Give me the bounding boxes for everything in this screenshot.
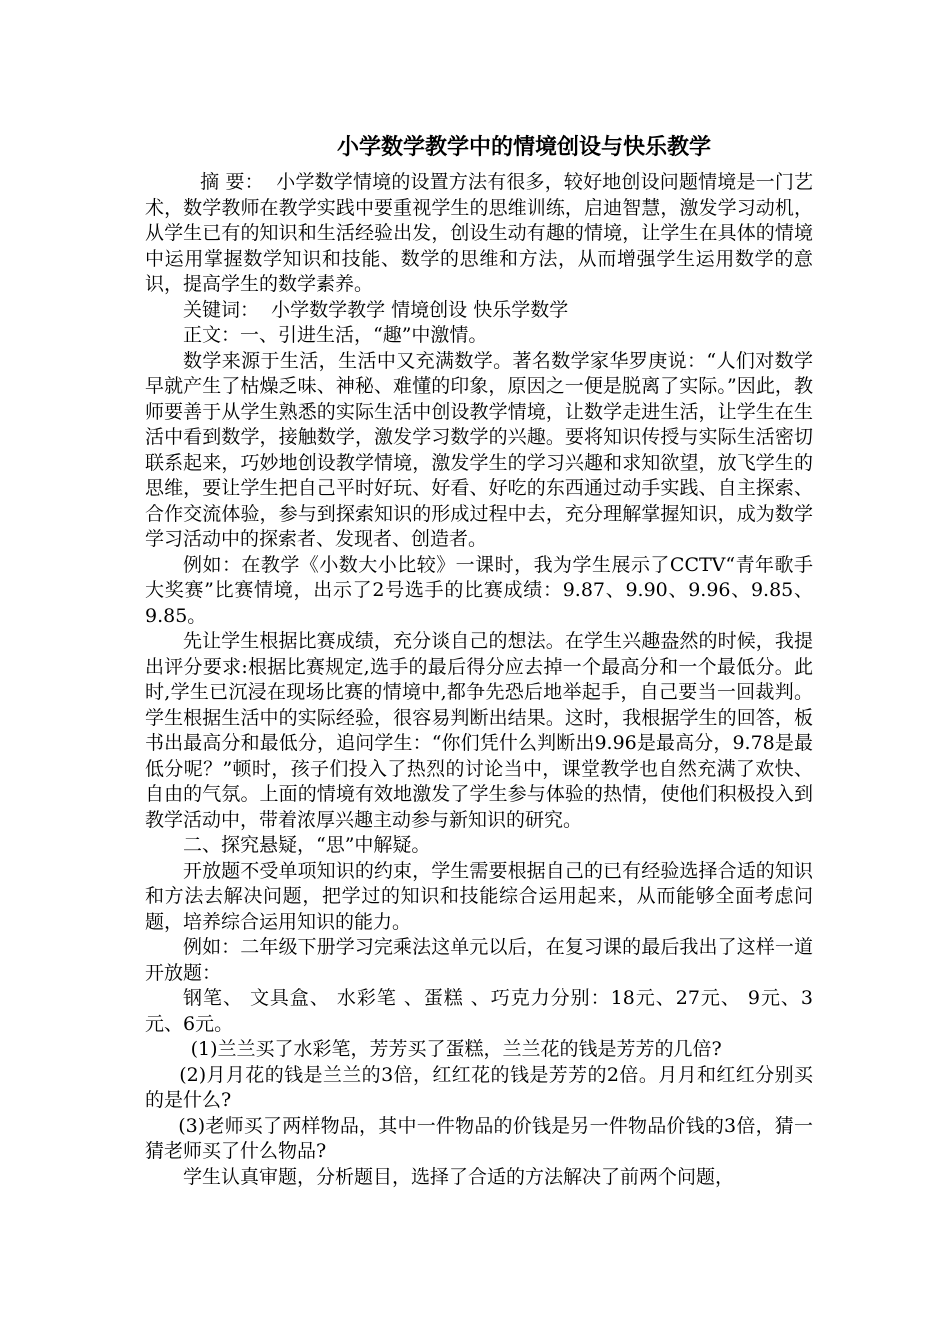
abstract-label: 摘 要： xyxy=(200,171,264,193)
abstract-text: 小学数学情境的设置方法有很多，较好地创设问题情境是一门艺术，数学教师在教学实践中要重视学生的思维训练，启迪智慧，激发学习动机，从学生已有的知识和生活经验出发，创设生动有趣的情境，让学生在具体的情境中运用掌握数学知识和技能、数学的思维和方法，从而增强学生运用数学的意识，提高学生的数学素养。 xyxy=(145,171,813,295)
document-body xyxy=(145,130,813,1190)
body-paragraph: 例如：在教学《小数大小比较》一课时，我为学生展示了CCTV“青年歌手大奖赛”比赛情境，出示了2号选手的比赛成绩：9.87、9.90、9.96、9.85、9.85。 xyxy=(145,553,813,627)
question-item: (3)老师买了两样物品，其中一件物品的价钱是另一件物品价钱的3倍，猜一猜老师买了什么物品? xyxy=(145,1114,813,1162)
body-paragraph: 学生认真审题，分析题目，选择了合适的方法解决了前两个问题， xyxy=(183,1165,735,1188)
section-heading-1: 正文：一、引进生活，“趣”中激情。 xyxy=(183,324,488,346)
question-item: (2)月月花的钱是兰兰的3倍，红红花的钱是芳芳的2倍。月月和红红分别买的是什么? xyxy=(145,1063,813,1111)
document-title: 小学数学教学中的情境创设与快乐教学 xyxy=(336,135,711,160)
body-paragraph: 例如：二年级下册学习完乘法这单元以后，在复习课的最后我出了这样一道开放题： xyxy=(145,936,813,984)
body-paragraph: 数学来源于生活，生活中又充满数学。著名数学家华罗庚说：“人们对数学早就产生了枯燥乏味、神秘、难懂的印象，原因之一便是脱离了实际。”因此，教师要善于从学生熟悉的实际生活中创设教学情境，让数学走进生活，让学生在生活中看到数学，接触数学，激发学习数学的兴趣。要将知识传授与实际生活密切联系起来，巧妙地创设教学情境，激发学生的学习兴趣和求知欲望，放飞学生的思维，要让学生把自己平时好玩、好看、好吃的东西通过动手实践、自主探索、合作交流体验，参与到探索知识的形成过程中去，充分理解掌握知识，成为数学学习活动中的探索者、发现者、创造者。 xyxy=(145,349,813,550)
abstract-paragraph xyxy=(145,170,813,298)
body-paragraph: 钢笔、 文具盒、 水彩笔 、蛋糕 、巧克力分别：18元、27元、 9元、3元、6元。 xyxy=(145,987,813,1035)
keywords-text: 小学数学教学 情境创设 快乐学数学 xyxy=(271,298,569,321)
body-paragraph: 先让学生根据比赛成绩，充分谈自己的想法。在学生兴趣盎然的时候，我提出评分要求:根据比赛规定,选手的最后得分应去掉一个最高分和一个最低分。此时,学生已沉浸在现场比赛的情境中,都争先恐后地举起手，自己要当一回裁判。学生根据生活中的实际经验，很容易判断出结果。这时，我根据学生的回答，板书出最高分和最低分，追问学生：“你们凭什么判断出9.96是最高分，9.78是最低分呢？”顿时，孩子们投入了热烈的讨论当中，课堂教学也自然充满了欢快、自由的气氛。上面的情境有效地激发了学生参与体验的热情，使他们积极投入到教学活动中，带着浓厚兴趣主动参与新知识的研究。 xyxy=(145,630,813,831)
section-heading-2: 二、探究悬疑，“思”中解疑。 xyxy=(183,834,431,856)
keywords-label: 关键词： xyxy=(183,298,260,321)
body-paragraph: 开放题不受单项知识的约束，学生需要根据自己的已有经验选择合适的知识和方法去解决问题，把学过的知识和技能综合运用起来，从而能够全面考虑问题，培养综合运用知识的能力。 xyxy=(145,859,813,933)
question-item: (1)兰兰买了水彩笔，芳芳买了蛋糕，兰兰花的钱是芳芳的几倍? xyxy=(190,1038,722,1060)
keywords-paragraph xyxy=(145,298,813,324)
